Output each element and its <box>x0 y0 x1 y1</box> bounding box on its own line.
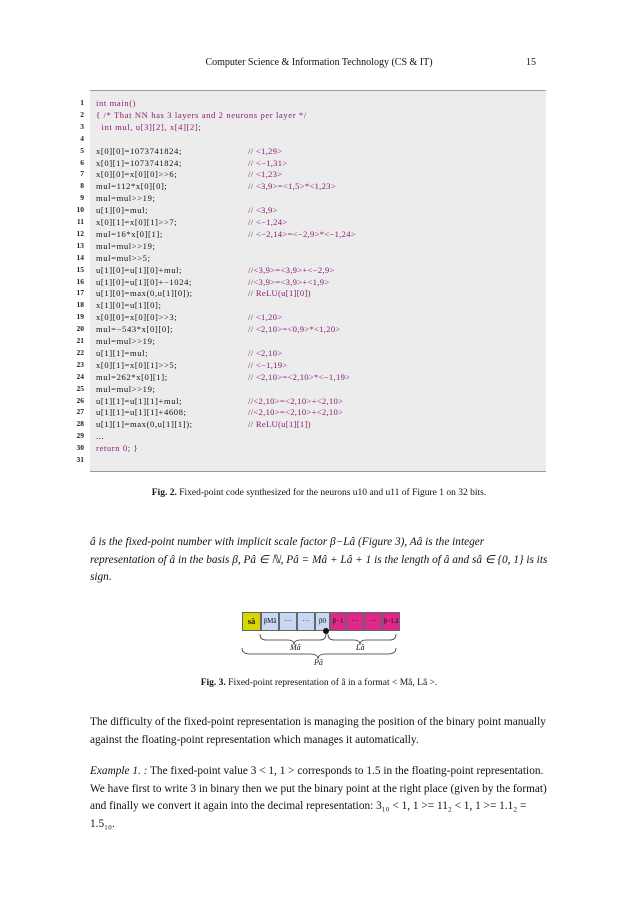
page-number: 15 <box>526 57 536 68</box>
page-header <box>0 57 638 73</box>
code-comment: // <3,9> <box>248 205 278 216</box>
format-cell: sâ <box>242 612 261 631</box>
code-comment: // ReLU(u[1][0]) <box>248 288 311 299</box>
format-cell: ··· <box>346 612 364 631</box>
line-number: 13 <box>76 240 84 250</box>
code-comment: // <−1,31> <box>248 157 288 168</box>
code-text: mul=mul>>19; <box>96 383 156 394</box>
line-number: 14 <box>76 252 84 262</box>
code-comment: //<2,10>=<2,10>+<2,10> <box>248 395 344 406</box>
code-comment: // <−1,24> <box>248 217 288 227</box>
code-text: int main() <box>96 98 137 108</box>
running-title: Computer Science & Information Technology (CS & IT) <box>205 57 433 68</box>
code-text: x[0][1]=1073741824; <box>96 157 182 168</box>
code-text: x[0][0]=x[0][0]>>3; <box>96 312 178 323</box>
line-number: 30 <box>76 443 84 453</box>
line-number: 5 <box>80 145 84 155</box>
line-number: 21 <box>76 336 84 345</box>
code-comment: //<3,9>=<3,9>+<1,9> <box>248 276 330 287</box>
l-label: Lâ <box>356 643 365 652</box>
code-text: x[0][1]=x[0][1]>>7; <box>96 217 178 227</box>
code-comment: // <2,10>=<0,9>*<1,20> <box>248 324 341 335</box>
code-listing <box>76 90 546 472</box>
format-cell: βMâ <box>261 612 279 631</box>
figure-3-text: Fixed-point representation of â in a format < Mâ, Lâ >. <box>228 678 438 688</box>
code-comment: // <2,10>=<2,10>*<−1,19> <box>248 371 351 382</box>
line-number: 31 <box>76 455 84 464</box>
line-number: 11 <box>76 217 84 226</box>
p-label: Pâ <box>314 658 323 667</box>
code-text: u[1][1]=u[1][1]+mul; <box>96 395 183 406</box>
format-cell: β−1 <box>330 612 346 631</box>
code-comment: // <−2,14>=<−2,9>*<−1,24> <box>248 228 357 239</box>
code-comment: //<3,9>=<3,9>+<−2,9> <box>248 264 335 275</box>
line-number: 23 <box>76 359 84 369</box>
figure-2-label: Fig. 2. <box>151 488 177 498</box>
format-cell: β0 <box>315 612 330 631</box>
line-number: 3 <box>80 121 84 131</box>
figure-3-label: Fig. 3. <box>200 678 226 688</box>
line-number: 29 <box>76 431 84 441</box>
line-number: 26 <box>76 395 84 405</box>
line-number: 28 <box>76 419 84 429</box>
line-number: 16 <box>76 276 84 286</box>
line-number: 10 <box>76 205 84 215</box>
line-number: 15 <box>76 264 84 274</box>
format-cell: ··· <box>279 612 297 631</box>
format-cell: ··· <box>364 612 382 631</box>
line-number: 22 <box>76 347 84 357</box>
code-comment: // <3,9>=<1,5>*<1,23> <box>248 181 336 192</box>
line-number: 1 <box>80 98 84 107</box>
code-text: mul=mul>>5; <box>96 252 151 263</box>
line-number: 20 <box>76 324 84 334</box>
code-text: u[1][1]=mul; <box>96 347 149 358</box>
code-comment: // <1,23> <box>248 169 283 180</box>
line-number: 25 <box>76 383 84 393</box>
code-text: { /* That NN has 3 layers and 2 neurons per layer */ <box>96 109 307 120</box>
paragraph-definition: â is the fixed-point number with implicit scale factor β−Lâ (Figure 3), Aâ is the integer representation of â in the basis β, Pâ ∈ ℕ, Pâ = Mâ + Lâ + 1 is the length of â and sâ ∈ {0, 1} is its sign. <box>90 536 548 583</box>
line-number: 9 <box>80 193 84 203</box>
m-label: Mâ <box>290 643 301 652</box>
code-text: u[1][1]=u[1][1]+4608; <box>96 407 187 418</box>
figure-3-caption <box>0 678 638 688</box>
line-number: 7 <box>80 169 84 179</box>
figure-2-text: Fixed-point code synthesized for the neurons u10 and u11 of Figure 1 on 32 bits. <box>179 488 487 498</box>
code-text: int mul, u[3][2], x[4][2]; <box>96 121 202 132</box>
line-number: 24 <box>76 371 84 381</box>
code-text: x[0][0]=1073741824; <box>96 145 182 156</box>
line-number: 8 <box>80 181 84 191</box>
example-text: The fixed-point value 3 < 1, 1 > corresponds to 1.5 in the floating-point representation. We have first to write 3 in binary then we put the binary point at the right place (given by the format) and finally we convert it again into the decimal representation: 3₁₀ < 1, 1 >= 11₂ < 1, 1 >= 1.1₂ = 1.5₁₀. <box>90 765 547 830</box>
code-text: mul=mul>>19; <box>96 240 156 251</box>
line-number: 27 <box>76 407 84 417</box>
code-text: u[1][1]=max(0,u[1][1]); <box>96 419 193 430</box>
code-text: mul=112*x[0][0]; <box>96 181 168 192</box>
code-text: mul=mul>>19; <box>96 193 156 204</box>
code-comment: // <−1,19> <box>248 359 288 370</box>
code-text: mul=−543*x[0][0]; <box>96 324 174 335</box>
line-number: 6 <box>80 157 84 167</box>
line-number: 17 <box>76 288 84 298</box>
code-line <box>76 455 546 468</box>
code-comment: // ReLU(u[1][1]) <box>248 419 311 430</box>
line-number: 4 <box>80 133 84 143</box>
code-text: u[1][0]=u[1][0]+mul; <box>96 264 183 275</box>
example-1 <box>90 763 548 833</box>
figure-2-caption <box>0 488 638 498</box>
line-number: 2 <box>80 109 84 119</box>
format-cell: β−Lâ <box>382 612 400 631</box>
line-number: 18 <box>76 300 84 310</box>
code-comment: // <1,29> <box>248 145 283 156</box>
code-text: u[1][0]=mul; <box>96 205 149 216</box>
code-text: mul=mul>>19; <box>96 336 156 346</box>
code-text: x[1][0]=u[1][0]; <box>96 300 162 311</box>
code-comment: //<2,10>=<2,10>+<2,10> <box>248 407 344 418</box>
example-label: Example 1. : <box>90 765 148 777</box>
code-text: x[0][1]=x[0][1]>>5; <box>96 359 178 370</box>
paragraph-difficulty: The difficulty of the fixed-point representation is managing the position of the binary point manually against the floating-point representation which manages it automatically. <box>90 716 546 746</box>
code-text: u[1][0]=max(0,u[1][0]); <box>96 288 193 299</box>
code-text: ... <box>96 431 105 442</box>
code-text: return 0; } <box>96 443 139 454</box>
code-text: mul=262*x[0][1]; <box>96 371 168 382</box>
figure-3-diagram <box>240 612 400 672</box>
line-number: 12 <box>76 228 84 238</box>
code-comment: // <1,20> <box>248 312 283 323</box>
code-text: x[0][0]=x[0][0]>>6; <box>96 169 178 180</box>
code-comment: // <2,10> <box>248 347 283 358</box>
line-number: 19 <box>76 312 84 322</box>
code-text: u[1][0]=u[1][0]+−1024; <box>96 276 192 287</box>
code-text: mul=16*x[0][1]; <box>96 228 163 239</box>
format-cell: ··· <box>297 612 315 631</box>
